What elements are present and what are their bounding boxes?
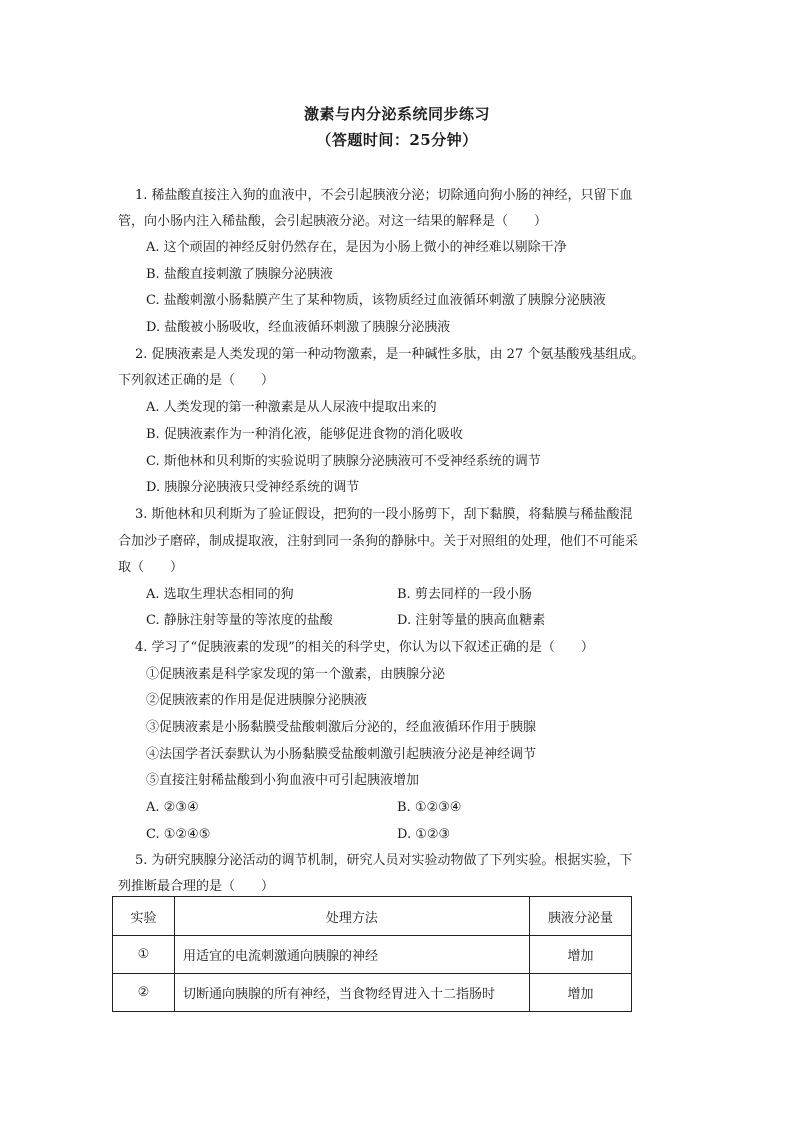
q3-stem-line2: 合加沙子磨碎，制成提取液，注射到同一条狗的静脉中。关于对照组的处理，他们不可能采 [118, 534, 639, 549]
q1-option-b: B. 盐酸直接刺激了胰腺分泌胰液 [146, 267, 333, 282]
table-cell: 增加 [529, 974, 631, 1012]
q1-option-d: D. 盐酸被小肠吸收，经血液循环刺激了胰腺分泌胰液 [146, 320, 451, 335]
q1-option-c: C. 盐酸刺激小肠黏膜产生了某种物质，该物质经过血液循环刺激了胰腺分泌胰液 [146, 293, 606, 308]
q4-item-4: ④法国学者沃泰默认为小肠黏膜受盐酸刺激引起胰液分泌是神经调节 [146, 747, 537, 762]
q2-stem-line2: 下列叙述正确的是（ ） [118, 373, 275, 388]
q4-item-5: ⑤直接注射稀盐酸到小狗血液中可引起胰液增加 [146, 773, 420, 788]
q4-item-3: ③促胰液素是小肠黏膜受盐酸刺激后分泌的，经血液循环作用于胰腺 [146, 720, 537, 735]
table-header-cell: 胰液分泌量 [529, 897, 631, 936]
q4-option-a: A. ②③④ [146, 800, 199, 815]
q3-option-c: C. 静脉注射等量的等浓度的盐酸 [146, 613, 333, 628]
table-header-row [113, 897, 632, 936]
q5-stem-line1: 5. 为研究胰腺分泌活动的调节机制，研究人员对实验动物做了下列实验。根据实验，下 [135, 853, 633, 868]
q3-stem-line1: 3. 斯他林和贝利斯为了验证假设，把狗的一段小肠剪下，刮下黏膜，将黏膜与稀盐酸混 [135, 507, 633, 522]
q1-stem-line1: 1. 稀盐酸直接注入狗的血液中，不会引起胰液分泌；切除通向狗小肠的神经，只留下血 [135, 188, 633, 203]
table-cell: 增加 [529, 936, 631, 974]
q4-item-1: ①促胰液素是科学家发现的第一个激素，由胰腺分泌 [146, 667, 446, 682]
q1-stem-line2: 管，向小肠内注入稀盐酸，会引起胰液分泌。对这一结果的解释是（ ） [118, 214, 548, 229]
table-cell: 切断通向胰腺的所有神经，当食物经胃进入十二指肠时 [174, 974, 529, 1012]
q4-stem-line1: 4. 学习了“促胰液素的发现”的相关的科学史，你认为以下叙述正确的是（ ） [135, 640, 594, 655]
table-header-cell: 实验 [113, 897, 175, 936]
experiment-table [112, 896, 632, 1012]
q3-option-a: A. 选取生理状态相同的狗 [146, 587, 294, 602]
q4-option-b: B. ①②③④ [397, 800, 462, 815]
q3-option-d: D. 注射等量的胰高血糖素 [397, 613, 546, 628]
q2-option-a: A. 人类发现的第一种激素是从人尿液中提取出来的 [146, 400, 437, 415]
q3-stem-line3: 取（ ） [118, 560, 184, 575]
document-title: 激素与内分泌系统同步练习 [303, 105, 490, 123]
q2-option-b: B. 促胰液素作为一种消化液，能够促进食物的消化吸收 [146, 427, 463, 442]
q1-option-a: A. 这个顽固的神经反射仍然存在，是因为小肠上微小的神经难以剔除干净 [146, 240, 567, 255]
q4-option-d: D. ①②③ [397, 827, 451, 842]
q2-option-d: D. 胰腺分泌胰液只受神经系统的调节 [146, 480, 360, 495]
q2-option-c: C. 斯他林和贝利斯的实验说明了胰腺分泌胰液可不受神经系统的调节 [146, 454, 541, 469]
q5-stem-line2: 列推断最合理的是（ ） [118, 879, 275, 894]
table-header-cell: 处理方法 [174, 897, 529, 936]
q4-item-2: ②促胰液素的作用是促进胰腺分泌胰液 [146, 693, 368, 708]
table-cell: ① [113, 936, 175, 974]
table-cell: 用适宜的电流刺激通向胰腺的神经 [174, 936, 529, 974]
q3-option-b: B. 剪去同样的一段小肠 [397, 587, 532, 602]
table-row [113, 936, 632, 974]
table-row [113, 974, 632, 1012]
q4-option-c: C. ①②④⑤ [146, 827, 211, 842]
table-cell: ② [113, 974, 175, 1012]
document-subtitle: （答题时间：25分钟） [316, 131, 478, 149]
q2-stem-line1: 2. 促胰液素是人类发现的第一种动物激素，是一种碱性多肽，由 27 个氨基酸残基组成。 [135, 347, 645, 362]
